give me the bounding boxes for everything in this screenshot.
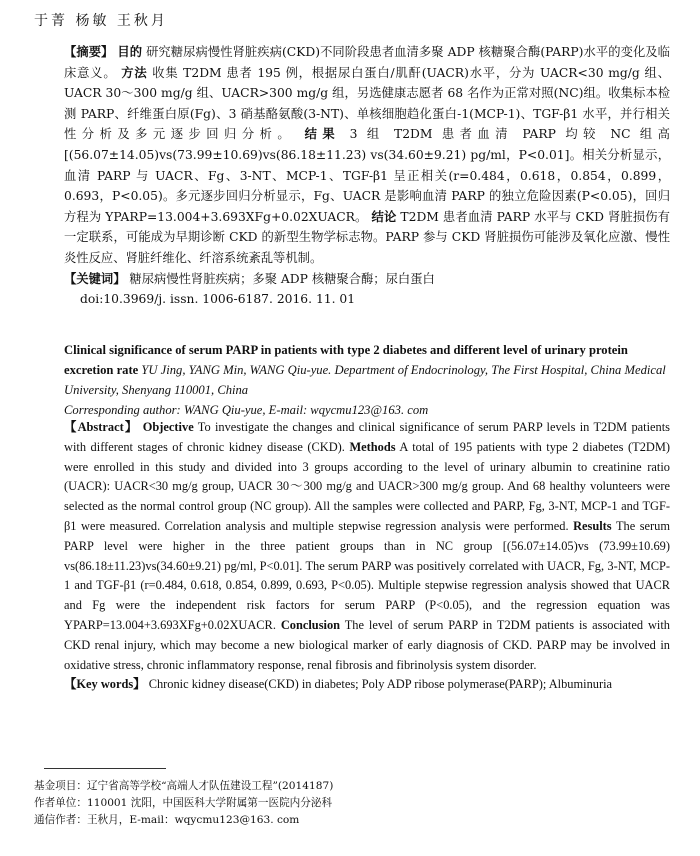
methods-label: 方法 [121,64,148,80]
english-objective-label: Objective [142,420,194,434]
english-objective-text: To investigate the changes and clinical significance of serum PARP levels in T2DM patients with different stages of chronic kidney disease (CKD). [64,420,671,454]
conclusion-text: T2DM 患者血清 PARP 水平与 CKD 肾脏损伤有一定联系，可能成为早期诊断 CKD 的新型生物学标志物。PARP 参与 CKD 肾脏损伤可能涉及氧化应激、慢性炎性反应、肾脏纤维化、纤溶系统紊乱等机制。 [64,209,670,265]
objective-text: 研究糖尿病慢性肾脏疾病(CKD)不同阶段患者血清多聚 ADP 核糖聚合酶(PARP)水平的变化及临床意义。 [64,45,670,80]
results-text: 3 组 T2DM 患者血清 PARP 均较 NC 组高[(56.07±14.05)vs(73.99±10.69)vs(86.18±11.23) vs(34.60±9.21) pg/ml，P<0.01]。相关分析显示，血清 PARP 与 UACR、Fg、3-NT、MCP-1、TGF-β1 呈正相关(r=0.484，0.618，0.854，0.899，0.693，P<0.05)。多元逐步回归分析显示，Fg、UACR 是影响血清 PARP 的独立危险因素(P<0.05)，回归方程为 YPARP=13.004+3.693XFg+0.02XUACR。 [64,127,670,224]
english-results-label: Results [573,518,612,533]
english-abstract-label: 【Abstract】 [64,420,139,434]
chinese-abstract [64,42,670,310]
keywords-line [64,269,670,290]
footnote-fund: 基金项目：辽宁省高等学校“高端人才队伍建设工程”(2014187) [34,780,334,792]
english-abstract-body [64,418,670,675]
footnotes [34,778,674,829]
abstract-label: 【摘要】 [64,44,114,59]
footnote-unit: 作者单位：110001 沈阳，中国医科大学附属第一医院内分泌科 [34,797,333,809]
author-names: 于菁 杨敏 王秋月 [34,13,168,29]
methods-text: 收集 T2DM 患者 195 例，根据尿白蛋白/肌酐(UACR)水平，分为 UACR<30 mg/g 组、UACR 30～300 mg/g 组、UACR>300 mg/g 组，另选健康志愿者 68 名作为正常对照(NC)组。收集标本检测 PARP、纤维蛋白原(Fg)、3 硝基酪氨酸(3-NT)、单核细胞趋化蛋白-1(MCP-1)、TGF-β1 水平，并行相关性分析及多元逐步回归分析。 [64,65,670,142]
english-conclusion-label: Conclusion [280,617,341,632]
chinese-abstract-body [64,42,670,269]
footnote-corresponding: 通信作者：王秋月，E-mail：wqycmu123@163. com [34,814,300,826]
english-results-text: The serum PARP level were higher in the three patient groups than in NC group [(56.07±14.05)vs (73.99±10.69) vs(86.18±11.23)vs(34.60±9.21) pg/ml, P<0.01]. The serum PARP was positively correlated with UACR, Fg, 3-NT, MCP-1 and TGF-β1 (r=0.484, 0.618, 0.854, 0.899, 0.693, P<0.05). Multiple stepwise regression analysis showed that UACR and Fg were the independent risk factors for serum PARP (P<0.05), and the regression equation was YPARP=13.004+3.693XFg+0.02XUACR. [64,518,670,632]
footnote-divider [44,768,166,769]
english-conclusion-text: The level of serum PARP in T2DM patients is associated with CKD renal injury, which may become a new biological marker of early diagnosis of CKD. PARP may be involved in oxidative stress, chronic inflammatory response, renal fibrosis and fibrinolysis system disorder. [64,617,670,672]
english-keywords-line [64,675,670,695]
results-label: 结果 [304,126,341,142]
english-affiliation: Department of Endocrinology, The First Hospital, China Medical University, Shenyang 110001, China [64,363,666,397]
english-keywords-text: Chronic kidney disease(CKD) in diabetes; Poly ADP ribose polymerase(PARP); Albuminuria [148,677,613,692]
english-header [64,340,670,420]
doi-line: doi:10.3969/j. issn. 1006-6187. 2016. 11. 01 [80,292,356,307]
english-authors: YU Jing, YANG Min, WANG Qiu-yue. [141,363,332,377]
english-methods-text: A total of 195 patients with type 2 diabetes (T2DM) were enrolled in this study and divided into 3 groups according to the level of urinary albumin to creatinine ratio (UACR): UACR<30 mg/g group, UACR 30～300 mg/g and UACR>300 mg/g group. And 68 healthy volunteers were selected as the normal control group (NC group). All the samples were collected and PARP, Fg, 3-NT, MCP-1 and TGF-β1 were measured. Correlation analysis and multiple stepwise regression analysis were performed. [64,439,670,533]
keywords-text: 糖尿病慢性肾脏疾病；多聚 ADP 核糖聚合酶；尿白蛋白 [129,271,435,286]
english-title: Clinical significance of serum PARP in patients with type 2 diabetes and different level of urinary protein excretion rate [64,343,628,377]
keywords-label: 【关键词】 [64,270,126,286]
conclusion-label: 结论 [371,208,397,224]
english-keywords-label: 【Key words】 [64,677,146,692]
english-methods-label: Methods [349,439,396,454]
objective-label: 目的 [117,44,143,59]
english-corresponding: Corresponding author: WANG Qiu-yue, E-mail: wqycmu123@163. com [64,403,429,417]
english-abstract [64,418,670,695]
